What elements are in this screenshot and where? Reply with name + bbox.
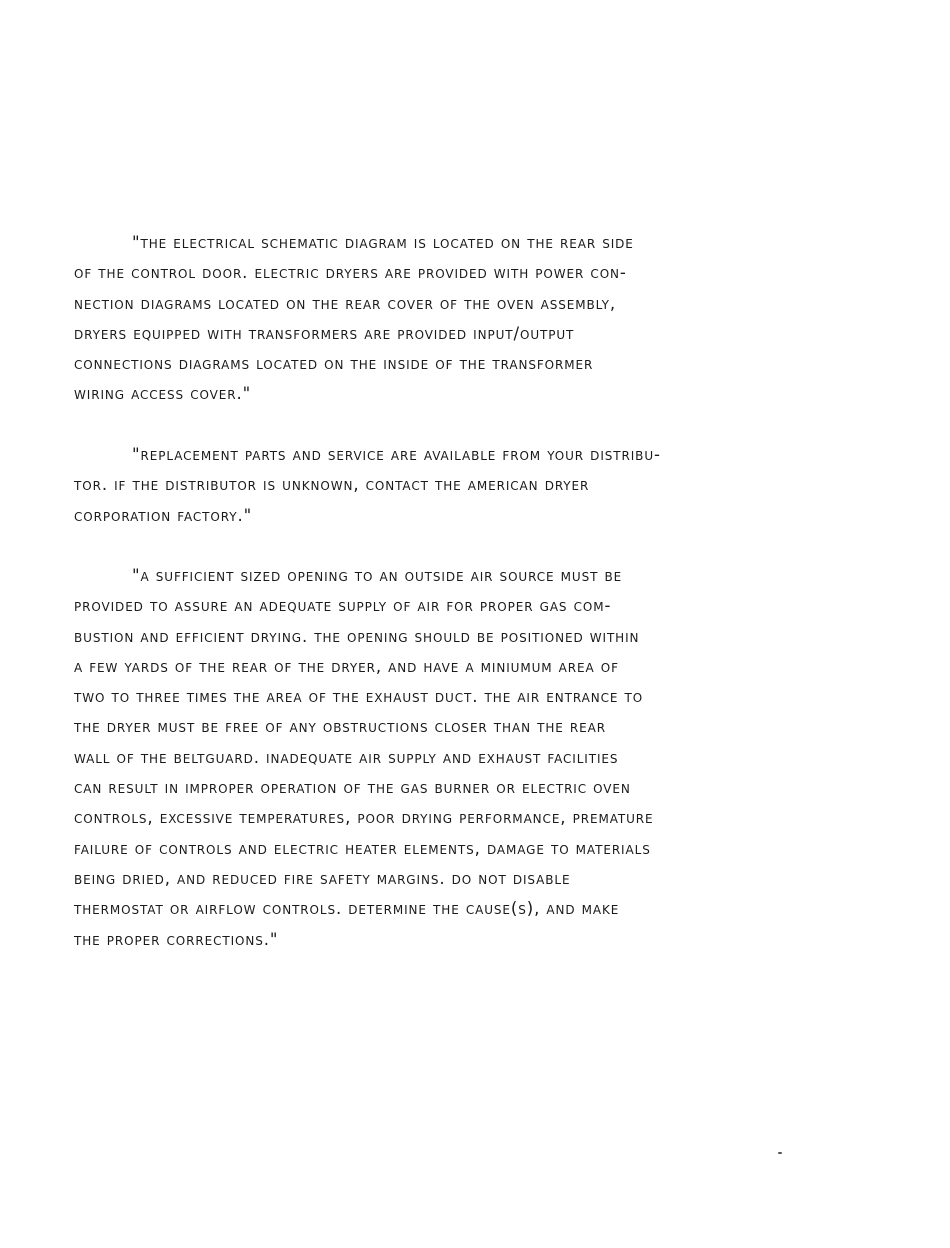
text-line: the dryer must be free of any obstructions closer than the rear	[74, 717, 606, 737]
text-line: "a sufficient sized opening to an outside air source must be	[132, 566, 623, 585]
text-line: connections diagrams located on the inside of the transformer	[74, 354, 594, 374]
text-line: "the electrical schematic diagram is located on the rear side	[132, 233, 634, 252]
text-line: dryers equipped with transformers are provided input/output	[74, 323, 575, 343]
text-line: provided to assure an adequate supply of air for proper gas com-	[74, 596, 612, 616]
text-line: wall of the beltguard. inadequate air supply and exhaust facilities	[74, 747, 619, 767]
text-line: of the control door. electric dryers are provided with power con-	[74, 263, 627, 283]
text-line: a few yards of the rear of the dryer, and have a miniumum area of	[74, 656, 619, 676]
text-line: wiring access cover."	[74, 384, 252, 404]
text-line: being dried, and reduced fire safety margins. do not disable	[74, 868, 571, 888]
paragraph-schematic-location	[74, 228, 934, 410]
scan-speck	[778, 1152, 782, 1154]
text-line: controls, excessive temperatures, poor drying performance, premature	[74, 808, 654, 828]
paragraph-replacement-parts	[74, 440, 934, 531]
text-line: tor. if the distributor is unknown, contact the american dryer	[74, 475, 590, 495]
text-line: failure of controls and electric heater elements, damage to materials	[74, 838, 651, 858]
text-line: nection diagrams located on the rear cover of the oven assembly,	[74, 293, 617, 313]
text-line: "replacement parts and service are available from your distribu-	[132, 445, 661, 464]
text-line: thermostat or airflow controls. determine the cause(s), and make	[74, 899, 620, 919]
text-line: two to three times the area of the exhaust duct. the air entrance to	[74, 687, 644, 707]
text-line: corporation factory."	[74, 505, 253, 525]
text-line: bustion and efficient drying. the opening should be positioned within	[74, 626, 640, 646]
text-line: can result in improper operation of the gas burner or electric oven	[74, 778, 631, 798]
paragraph-air-supply	[74, 561, 934, 955]
text-line: the proper corrections."	[74, 929, 279, 949]
